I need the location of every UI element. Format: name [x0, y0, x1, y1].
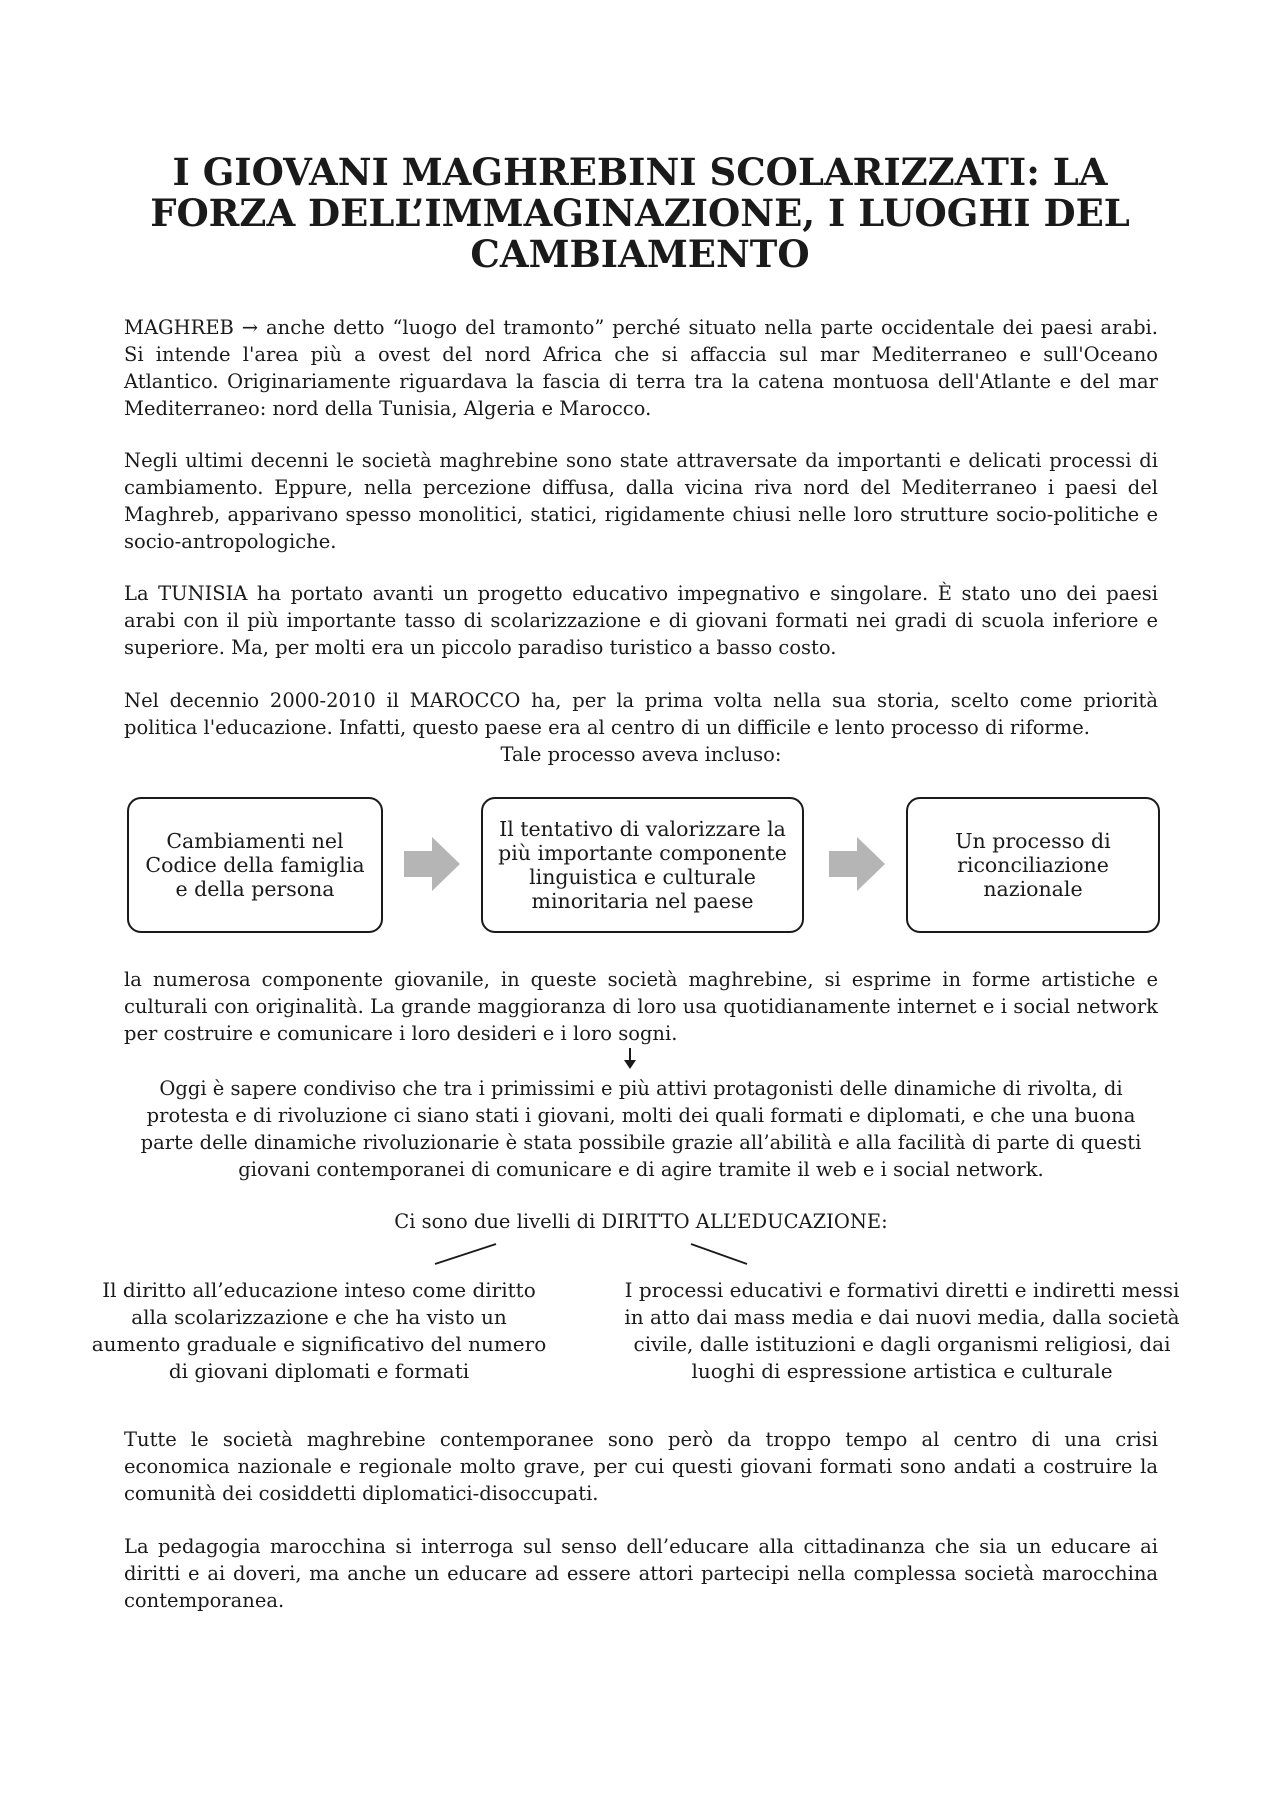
- page-title: I GIOVANI MAGHREBINI SCOLARIZZATI: LA FORZA DELL’IMMAGINAZIONE, I LUOGHI DEL CAMBIAMENTO: [150, 150, 1130, 276]
- flow-box-line: più importante componente: [498, 841, 787, 865]
- branch-line-right: [691, 1244, 747, 1264]
- flow-box-line: nazionale: [983, 877, 1083, 901]
- branch-line-left: [435, 1244, 496, 1264]
- flow-box-line: minoritaria nel paese: [531, 889, 754, 913]
- flow-box-line: Codice della famiglia: [145, 853, 365, 877]
- flow-box-line: Cambiamenti nel: [166, 829, 344, 853]
- flow-box-line: e della persona: [175, 877, 335, 901]
- crisis-paragraph: Tutte le società maghrebine contemporanee sono però da troppo tempo al centro di una crisi economica nazionale e regionale molto grave, per cui questi giovani formati sono andati a costruire la comunità dei cosiddetti diplomatici-disoccupati.: [124, 1428, 1158, 1505]
- decades-paragraph: Negli ultimi decenni le società maghrebine sono state attraversate da importanti e delicati processi di cambiamento. Eppure, nella percezione diffusa, dalla vicina riva nord del Mediterraneo i paesi del Maghreb, apparivano spesso monolitici, statici, rigidamente chiusi nelle loro strutture socio-politiche e socio-antropologiche.: [124, 449, 1158, 553]
- process-included-line: Tale processo aveva incluso:: [500, 743, 782, 766]
- flow-box-line: Il tentativo di valorizzare la: [499, 817, 786, 841]
- level-right-text: I processi educativi e formativi diretti e indiretti messi in atto dai mass media e dai nuovi media, dalla società civile, dalle istituzioni e dagli organismi religiosi, dai luoghi di espressione artistica e culturale: [624, 1278, 1180, 1383]
- pedagogy-paragraph: La pedagogia marocchina si interroga sul senso dell’educare alla cittadinanza che sia un educare ai diritti e ai doveri, ma anche un educare ad essere attori partecipi nella complessa società marocchina contemporanea.: [124, 1535, 1158, 1612]
- youth-paragraph: la numerosa componente giovanile, in queste società maghrebine, si esprime in forme artistiche e culturali con originalità. La grande maggioranza di loro usa quotidianamente internet e i social network per costruire e comunicare i loro desideri e i loro sogni.: [124, 968, 1158, 1045]
- flow-box-line: Un processo di: [955, 829, 1111, 853]
- flow-box-line: linguistica e culturale: [529, 865, 756, 889]
- two-levels-line: Ci sono due livelli di DIRITTO ALL’EDUCAZIONE:: [394, 1210, 888, 1233]
- flow-box-line: riconciliazione: [957, 853, 1109, 877]
- morocco-paragraph: Nel decennio 2000-2010 il MAROCCO ha, per la prima volta nella sua storia, scelto come priorità politica l'educazione. Infatti, questo paese era al centro di un difficile e lento processo di riforme.: [124, 689, 1158, 739]
- level-left-text: Il diritto all’educazione inteso come diritto alla scolarizzazione e che ha visto un aumento graduale e significativo del numero di giovani diplomati e formati: [91, 1278, 547, 1383]
- tunisia-paragraph: La TUNISIA ha portato avanti un progetto educativo impegnativo e singolare. È stato uno dei paesi arabi con il più importante tasso di scolarizzazione e di giovani formati nei gradi di scuola inferiore e superiore. Ma, per molti era un piccolo paradiso turistico a basso costo.: [124, 582, 1158, 659]
- intro-paragraph: MAGHREB → anche detto “luogo del tramonto” perché situato nella parte occidentale dei paesi arabi. Si intende l'area più a ovest del nord Africa che si affaccia sul mar Mediterraneo e sull'Oceano Atlantico. Originariamente riguardava la fascia di terra tra la catena montuosa dell'Atlante e del mar Mediterraneo: nord della Tunisia, Algeria e Marocco.: [124, 316, 1158, 420]
- today-paragraph: Oggi è sapere condiviso che tra i primissimi e più attivi protagonisti delle dinamiche di rivolta, di protesta e di rivoluzione ci siano stati i giovani, molti dei quali formati e diplomati, e che una buona parte delle dinamiche rivoluzionarie è stata possibile grazie all’abilità e alla facilità di parte di questi giovani contemporanei di comunicare e di agire tramite il web e i social network.: [140, 1077, 1142, 1181]
